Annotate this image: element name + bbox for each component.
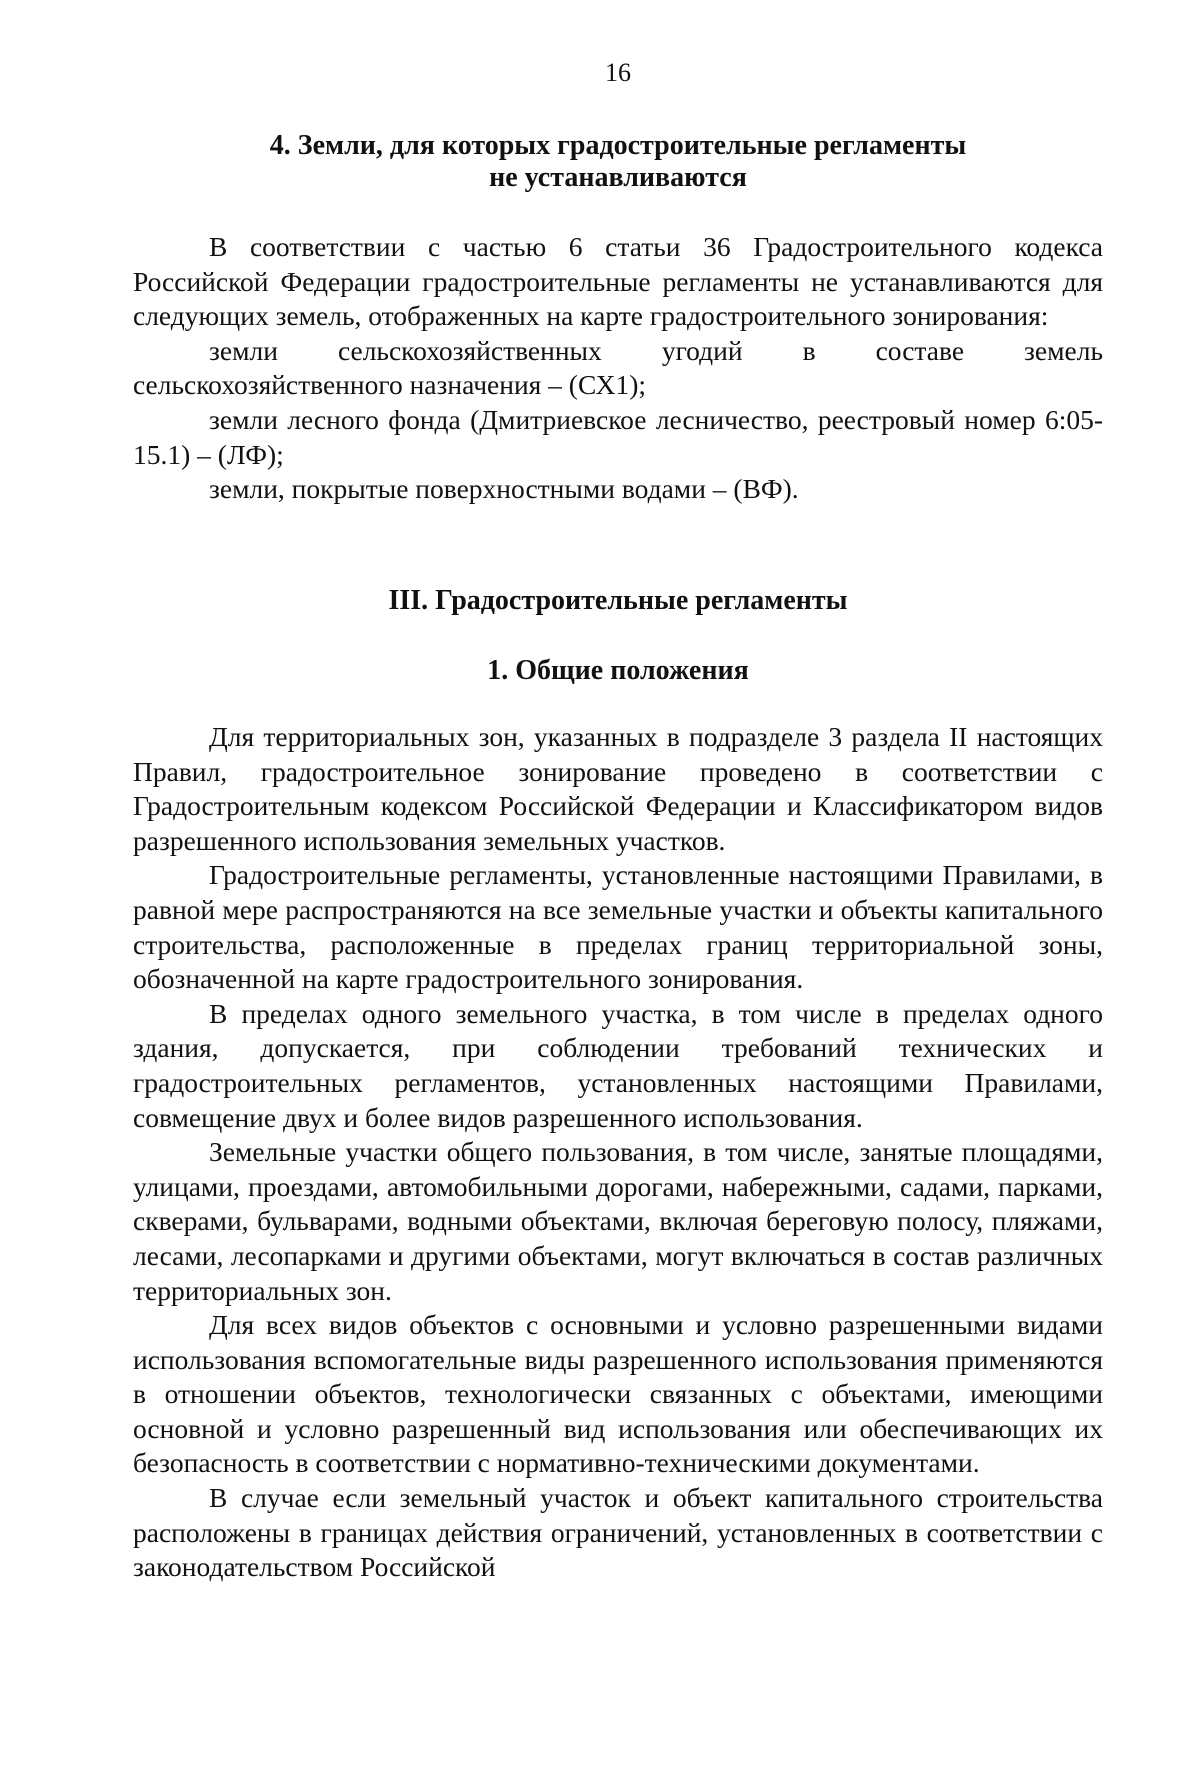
paragraph: Для всех видов объектов с основными и условно разрешенными видами использования вспомогательные виды разрешенного использования применяются в отношении объектов, технологически связанных с объектами, имеющими основной и условно разрешенный вид использования или обеспечивающих их безопасность в соответствии с нормативно-техническими документами. — [133, 1309, 1103, 1479]
section-4-heading-line1: 4. Земли, для которых градостроительные регламенты — [269, 130, 967, 161]
section-4-heading-line2: не устанавливаются — [489, 162, 747, 193]
paragraph: В пределах одного земельного участка, в том числе в пределах одного здания, допускается, при соблюдении требований технических и градостроительных регламентов, установленных настоящими Правилами, совмещение двух и более видов разрешенного использования. — [133, 997, 1103, 1133]
section-4-body — [133, 230, 1103, 507]
part-3-heading: III. Градостроительные регламенты — [388, 585, 848, 616]
general-provisions-heading: 1. Общие положения — [487, 655, 749, 686]
general-provisions-body — [133, 720, 1103, 1585]
page-number: 16 — [605, 58, 631, 87]
paragraph: В случае если земельный участок и объект капитального строительства расположены в границах действия ограничений, установленных в соответствии с законодательством Российской — [133, 1482, 1103, 1583]
section-4-heading — [133, 130, 1103, 194]
list-item: земли, покрытые поверхностными водами – (ВФ). — [209, 473, 799, 505]
paragraph: Для территориальных зон, указанных в подразделе 3 раздела II настоящих Правил, градостроительное зонирование проведено в соответствии с Градостроительным кодексом Российской Федерации и Классификатором видов разрешенного использования земельных участков. — [133, 721, 1103, 856]
paragraph: Земельные участки общего пользования, в том числе, занятые площадями, улицами, проездами, автомобильными дорогами, набережными, садами, парками, скверами, бульварами, водными объектами, включая береговую полосу, пляжами, лесами, лесопарками и другими объектами, могут включаться в состав различных территориальных зон. — [133, 1136, 1103, 1306]
list-item: земли лесного фонда (Дмитриевское лесничество, реестровый номер 6:05-15.1) – (ЛФ); — [133, 403, 1103, 470]
paragraph: Градостроительные регламенты, установленные настоящими Правилами, в равной мере распространяются на все земельные участки и объекты капитального строительства, расположенные в пределах границ территориальной зоны, обозначенной на карте градостроительного зонирования. — [133, 859, 1103, 995]
list-item: земли сельскохозяйственных угодий в составе земель сельскохозяйственного назначения – (СХ1); — [133, 334, 1103, 401]
paragraph: В соответствии с частью 6 статьи 36 Градостроительного кодекса Российской Федерации градостроительные регламенты не устанавливаются для следующих земель, отображенных на карте градостроительного зонирования: — [133, 231, 1103, 332]
